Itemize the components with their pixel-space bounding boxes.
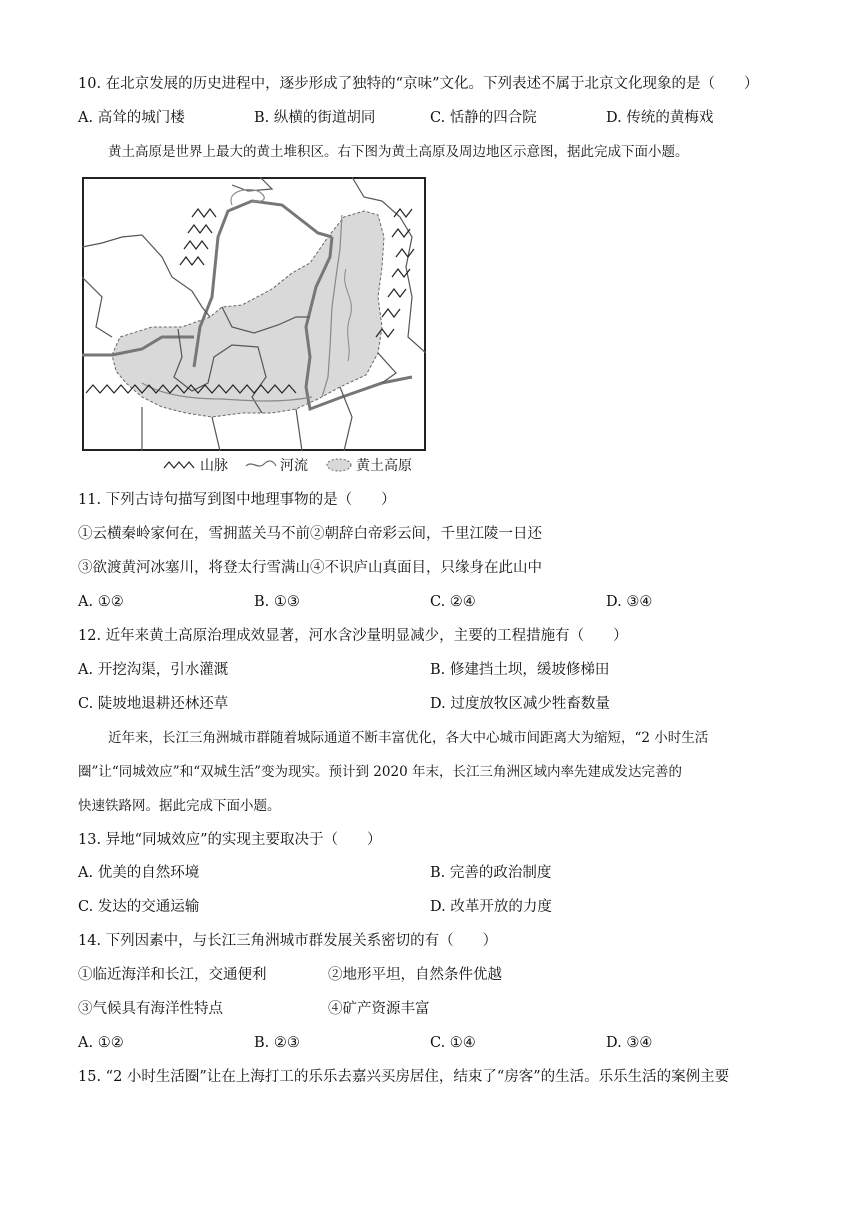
q14-item-2: ②地形平坦，自然条件优越	[328, 967, 502, 983]
loess-plateau-map	[82, 177, 426, 451]
q12-option-c: C. 陡坡地退耕还林还草	[78, 696, 229, 712]
q10-option-d: D. 传统的黄梅戏	[606, 110, 714, 126]
q13-option-d: D. 改革开放的力度	[430, 899, 552, 915]
q10-option-c: C. 恬静的四合院	[430, 110, 537, 126]
q14-stem: 14. 下列因素中，与长江三角洲城市群发展关系密切的有（ ）	[78, 933, 498, 949]
q11-line2: ③欲渡黄河冰塞川，将登太行雪满山④不识庐山真面目，只缘身在此山中	[78, 560, 542, 576]
q12-option-b: B. 修建挡土坝，缓坡修梯田	[430, 662, 610, 678]
q12-option-d: D. 过度放牧区减少牲畜数量	[430, 696, 610, 712]
q14-option-b: B. ②③	[254, 1035, 300, 1051]
q13-option-a: A. 优美的自然环境	[78, 865, 200, 881]
q15-stem: 15. “2 小时生活圈”让在上海打工的乐乐去嘉兴买房居住，结束了“房客”的生活。乐乐生活的案例主要	[78, 1069, 730, 1085]
q14-option-d: D. ③④	[606, 1035, 653, 1051]
mountain-legend-icon	[162, 456, 196, 480]
river-legend-icon	[244, 456, 278, 480]
q10-option-b: B. 纵横的街道胡同	[254, 110, 376, 126]
q13-stem: 13. 异地“同城效应”的实现主要取决于（ ）	[78, 832, 382, 848]
q14-item-1: ①临近海洋和长江，交通便利	[78, 967, 267, 983]
q14-option-a: A. ①②	[78, 1035, 124, 1051]
q11-stem: 11. 下列古诗句描写到图中地理事物的是（ ）	[78, 492, 396, 508]
q11-option-c: C. ②④	[430, 594, 476, 610]
q11-option-d: D. ③④	[606, 594, 653, 610]
q12-stem: 12. 近年来黄土高原治理成效显著，河水含沙量明显减少，主要的工程措施有（ ）	[78, 628, 628, 644]
intro-yangtze-2: 圈”让“同城效应”和“双城生活”变为现实。预计到 2020 年末，长江三角洲区域内率先建成发达完善的	[78, 764, 682, 780]
q11-option-b: B. ①③	[254, 594, 300, 610]
q10-stem: 10. 在北京发展的历史进程中，逐步形成了独特的“京味”文化。下列表述不属于北京文化现象的是（ ）	[78, 76, 759, 92]
intro-yangtze-1: 近年来，长江三角洲城市群随着城际通道不断丰富优化，各大中心城市间距离大为缩短，“2 小时生活	[108, 730, 709, 746]
q13-option-b: B. 完善的政治制度	[430, 865, 552, 881]
q14-item-4: ④矿产资源丰富	[328, 1001, 430, 1017]
q14-item-3: ③气候具有海洋性特点	[78, 1001, 223, 1017]
q10-option-a: A. 高耸的城门楼	[78, 110, 185, 126]
intro-loess: 黄土高原是世界上最大的黄土堆积区。右下图为黄土高原及周边地区示意图，据此完成下面小题。	[108, 144, 689, 160]
q12-option-a: A. 开挖沟渠，引水灌溉	[78, 662, 229, 678]
plateau-legend-icon	[324, 456, 354, 480]
q14-option-c: C. ①④	[430, 1035, 476, 1051]
q11-line1: ①云横秦岭家何在，雪拥蓝关马不前②朝辞白帝彩云间，千里江陵一日还	[78, 526, 542, 542]
intro-yangtze-3: 快速铁路网。据此完成下面小题。	[78, 798, 281, 814]
legend-plateau: 黄土高原	[356, 458, 412, 474]
q11-option-a: A. ①②	[78, 594, 124, 610]
legend-mountain: 山脉	[200, 458, 228, 474]
legend-river: 河流	[280, 458, 308, 474]
q13-option-c: C. 发达的交通运输	[78, 899, 200, 915]
